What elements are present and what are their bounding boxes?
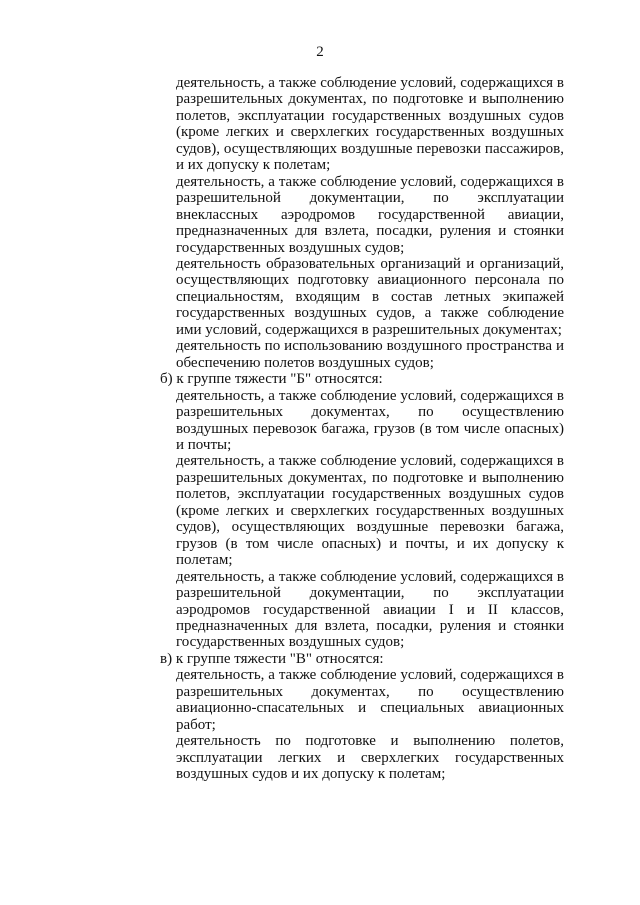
paragraph-group-b-cargo-transport: деятельность, а также соблюдение условий, содержащихся в разрешительных документах, по осуществлению воздушных перевозок багажа, грузов (в том числе опасных) и почты;: [176, 387, 564, 453]
page-number: 2: [316, 44, 324, 60]
paragraph-group-b-cargo-flights: деятельность, а также соблюдение условий, содержащихся в разрешительных документах, по подготовке и выполнению полетов, эксплуатации государственных воздушных судов (кроме легких и сверхлегких государственных воздушных судов), осуществляющих воздушные перевозки багажа, грузов (в том числе опасных) и почты, и их допуску к полетам;: [176, 453, 564, 569]
list-heading-group-b: б) к группе тяжести "Б" относятся:: [160, 371, 383, 388]
paragraph-group-b-aerodromes: деятельность, а также соблюдение условий, содержащихся в разрешительной документации, по эксплуатации аэродромов государственной авиации I и II классов, предназначенных для взлета, посадки, руления и стоянки государственных воздушных судов;: [176, 568, 564, 651]
paragraph-group-v-rescue-works: деятельность, а также соблюдение условий, содержащихся в разрешительных документах, по осуществлению авиационно-спасательных и специальных авиационных работ;: [176, 667, 564, 733]
paragraph-group-a-nonclass-aerodromes: деятельность, а также соблюдение условий, содержащихся в разрешительной документации, по эксплуатации внеклассных аэродромов государственной авиации, предназначенных для взлета, посадки, руления и стоянки государственных воздушных судов;: [176, 173, 564, 256]
paragraph-group-a-education: деятельность образовательных организаций и организаций, осуществляющих подготовку авиационного персонала по специальностям, входящим в состав летных экипажей государственных воздушных судов, а также соблюдение ими условий, содержащихся в разрешительных документах;: [176, 255, 564, 338]
paragraph-group-v-light-aircraft: деятельность по подготовке и выполнению полетов, эксплуатации легких и сверхлегких государственных воздушных судов и их допуску к полетам;: [176, 733, 564, 783]
document-body: [160, 75, 564, 783]
list-heading-group-v: в) к группе тяжести "В" относятся:: [160, 650, 384, 667]
paragraph-group-a-passenger-flights: деятельность, а также соблюдение условий, содержащихся в разрешительных документах, по подготовке и выполнению полетов, эксплуатации государственных воздушных судов (кроме легких и сверхлегких государственных воздушных судов), осуществляющих воздушные перевозки пассажиров, и их допуску к полетам;: [176, 75, 564, 174]
paragraph-group-a-airspace: деятельность по использованию воздушного пространства и обеспечению полетов воздушных судов;: [176, 338, 564, 371]
